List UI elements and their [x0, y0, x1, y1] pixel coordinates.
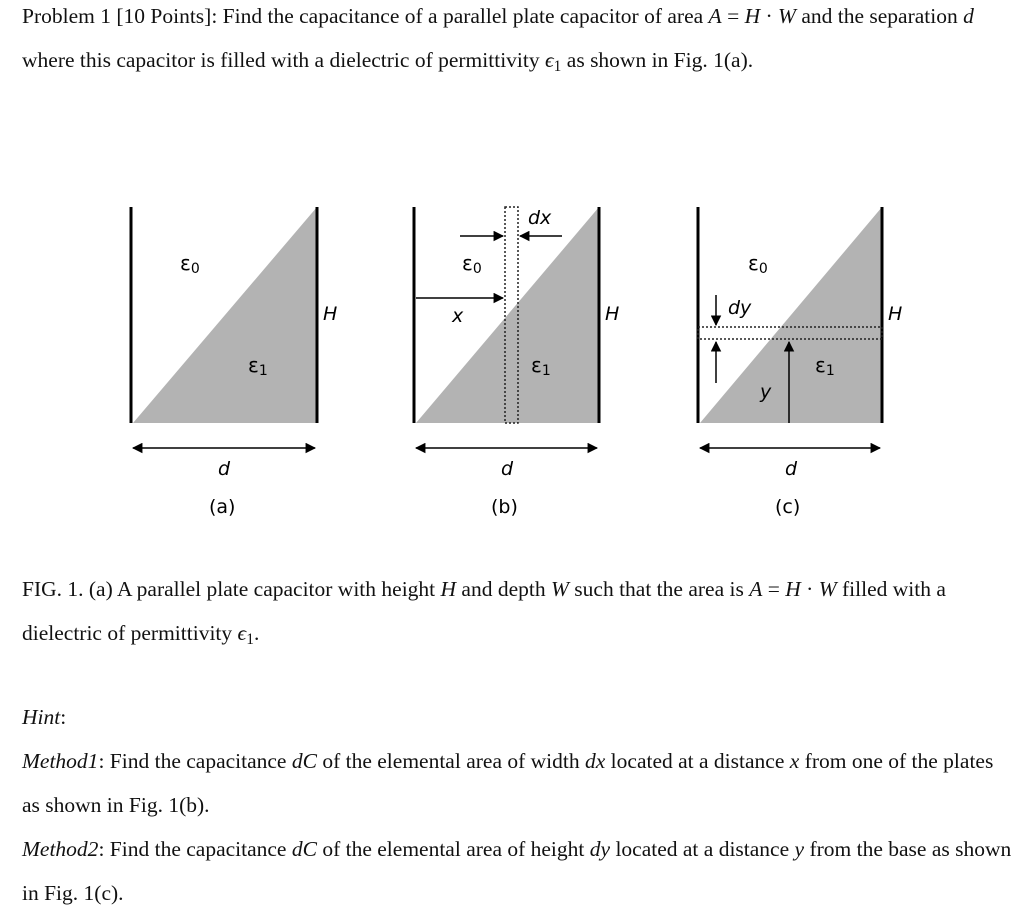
d-label-a: d: [218, 458, 231, 480]
problem-title: Problem 1 [10 Points]:: [22, 4, 218, 28]
hint-method2: Method2: Find the capacitance dC of the elemental area of height dy located at a distance y from the base as shown in Fig. 1(c).: [22, 837, 1012, 905]
hint-method1: Method1: Find the capacitance dC of the elemental area of width dx located at a distance x from one of the plates as shown in Fig. 1(b).: [22, 749, 994, 817]
H-label-c: H: [888, 303, 903, 325]
H-label-b: H: [605, 303, 620, 325]
dielectric-triangle-b: [416, 207, 599, 423]
d-label-c: d: [785, 458, 798, 480]
dielectric-triangle-a: [133, 207, 317, 423]
dx-label: dx: [528, 207, 552, 229]
eps0-label-b: ε0: [462, 251, 482, 277]
y-label: y: [760, 381, 772, 403]
panel-c-diagram: [698, 207, 902, 518]
figure-caption: FIG. 1. (a) A parallel plate capacitor with height H and depth W such that the area is A = H · W filled with a dielectric of permittivity $\epsilon_1$.: [22, 577, 946, 648]
panel-c-label: (c): [775, 496, 801, 518]
panel-a-diagram: [131, 207, 337, 518]
H-label-a: H: [323, 303, 338, 325]
d-label-b: d: [501, 458, 514, 480]
dy-label: dy: [728, 297, 752, 319]
eps1-label-b: ε1: [531, 353, 551, 379]
panel-a-label: (a): [209, 496, 236, 518]
panel-b-diagram: [414, 207, 619, 518]
hint-heading: Hint:: [22, 705, 67, 729]
panel-b-label: (b): [491, 496, 518, 518]
eps0-label-a: ε0: [180, 251, 200, 277]
x-label: x: [452, 305, 464, 327]
eps0-label-c: ε0: [748, 251, 768, 277]
eps1-label-c: ε1: [815, 353, 835, 379]
eps1-label-a: ε1: [248, 353, 268, 379]
problem-statement: Problem 1 [10 Points]: Find the capacitance of a parallel plate capacitor of area A = H · W and the separation d where this capacitor is filled with a dielectric of permittivity $\epsilon_1$ as shown in Fig. 1(a).: [22, 4, 974, 75]
